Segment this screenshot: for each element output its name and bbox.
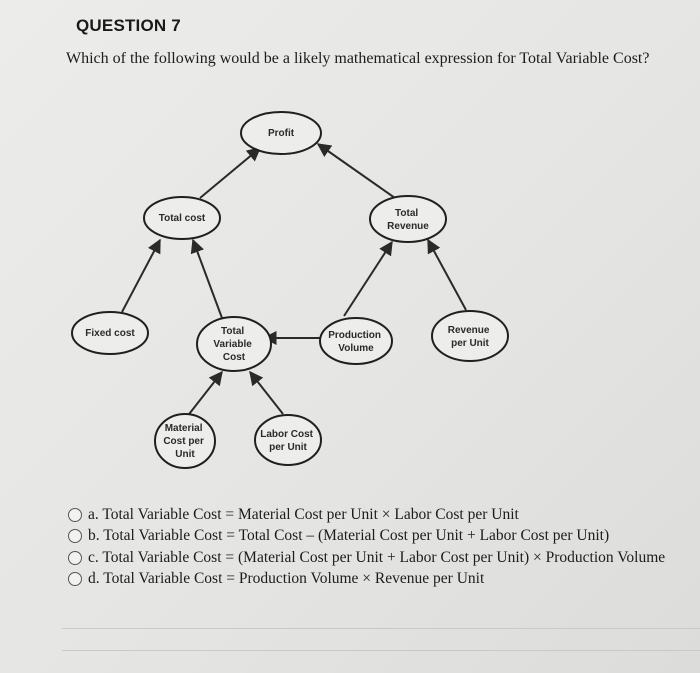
node-revenue-per-unit [432,311,508,361]
divider-line [62,650,700,651]
radio-button-d[interactable] [68,572,82,586]
connector-volume-totalrevenue [344,242,392,316]
question-heading: QUESTION 7 [76,16,181,35]
node-total-variable-cost-label: Total Variable Cost [213,325,252,363]
node-total-revenue-label: Total Revenue [387,207,429,232]
option-c-label[interactable]: c. Total Variable Cost = (Material Cost per Unit + Labor Cost per Unit) × Production Volume [88,548,666,566]
node-total-revenue [370,196,446,242]
answer-options [68,504,665,590]
connector-totalcost-profit [200,148,260,198]
radio-button-a[interactable] [68,508,82,522]
node-production-volume [320,318,392,364]
connector-fixedcost-totalcost [122,240,160,312]
option-c[interactable] [68,547,665,569]
connector-totalrevenue-profit [318,144,395,198]
radio-button-b[interactable] [68,529,82,543]
connector-material-variablecost [186,372,222,418]
connector-variablecost-totalcost [193,240,222,318]
option-d[interactable] [68,569,665,591]
option-a-label[interactable]: a. Total Variable Cost = Material Cost per Unit × Labor Cost per Unit [88,505,519,523]
option-d-label[interactable]: d. Total Variable Cost = Production Volume × Revenue per Unit [88,570,485,588]
option-b[interactable] [68,526,665,548]
divider-line [62,628,700,629]
question-text: Which of the following would be a likely mathematical expression for Total Variable Cost? [66,50,650,67]
option-b-label[interactable]: b. Total Variable Cost = Total Cost – (Material Cost per Unit + Labor Cost per Unit) [88,527,610,545]
node-fixed-cost-label: Fixed cost [85,327,135,339]
radio-button-c[interactable] [68,551,82,565]
diagram-connectors [122,144,466,418]
node-production-volume-label: Production Volume [328,329,381,354]
connector-labor-variablecost [250,372,283,414]
node-material-cost-label: Material Cost per Unit [163,422,204,460]
connector-revenueperunit-totalrevenue [428,240,466,310]
node-revenue-per-unit-label: Revenue per Unit [447,324,490,349]
node-profit-label: Profit [267,127,295,139]
option-a[interactable] [68,504,665,526]
node-labor-cost-per-unit [255,415,321,465]
node-total-cost-label: Total cost [158,212,206,224]
node-labor-cost-label: Labor Cost per Unit [260,428,313,453]
